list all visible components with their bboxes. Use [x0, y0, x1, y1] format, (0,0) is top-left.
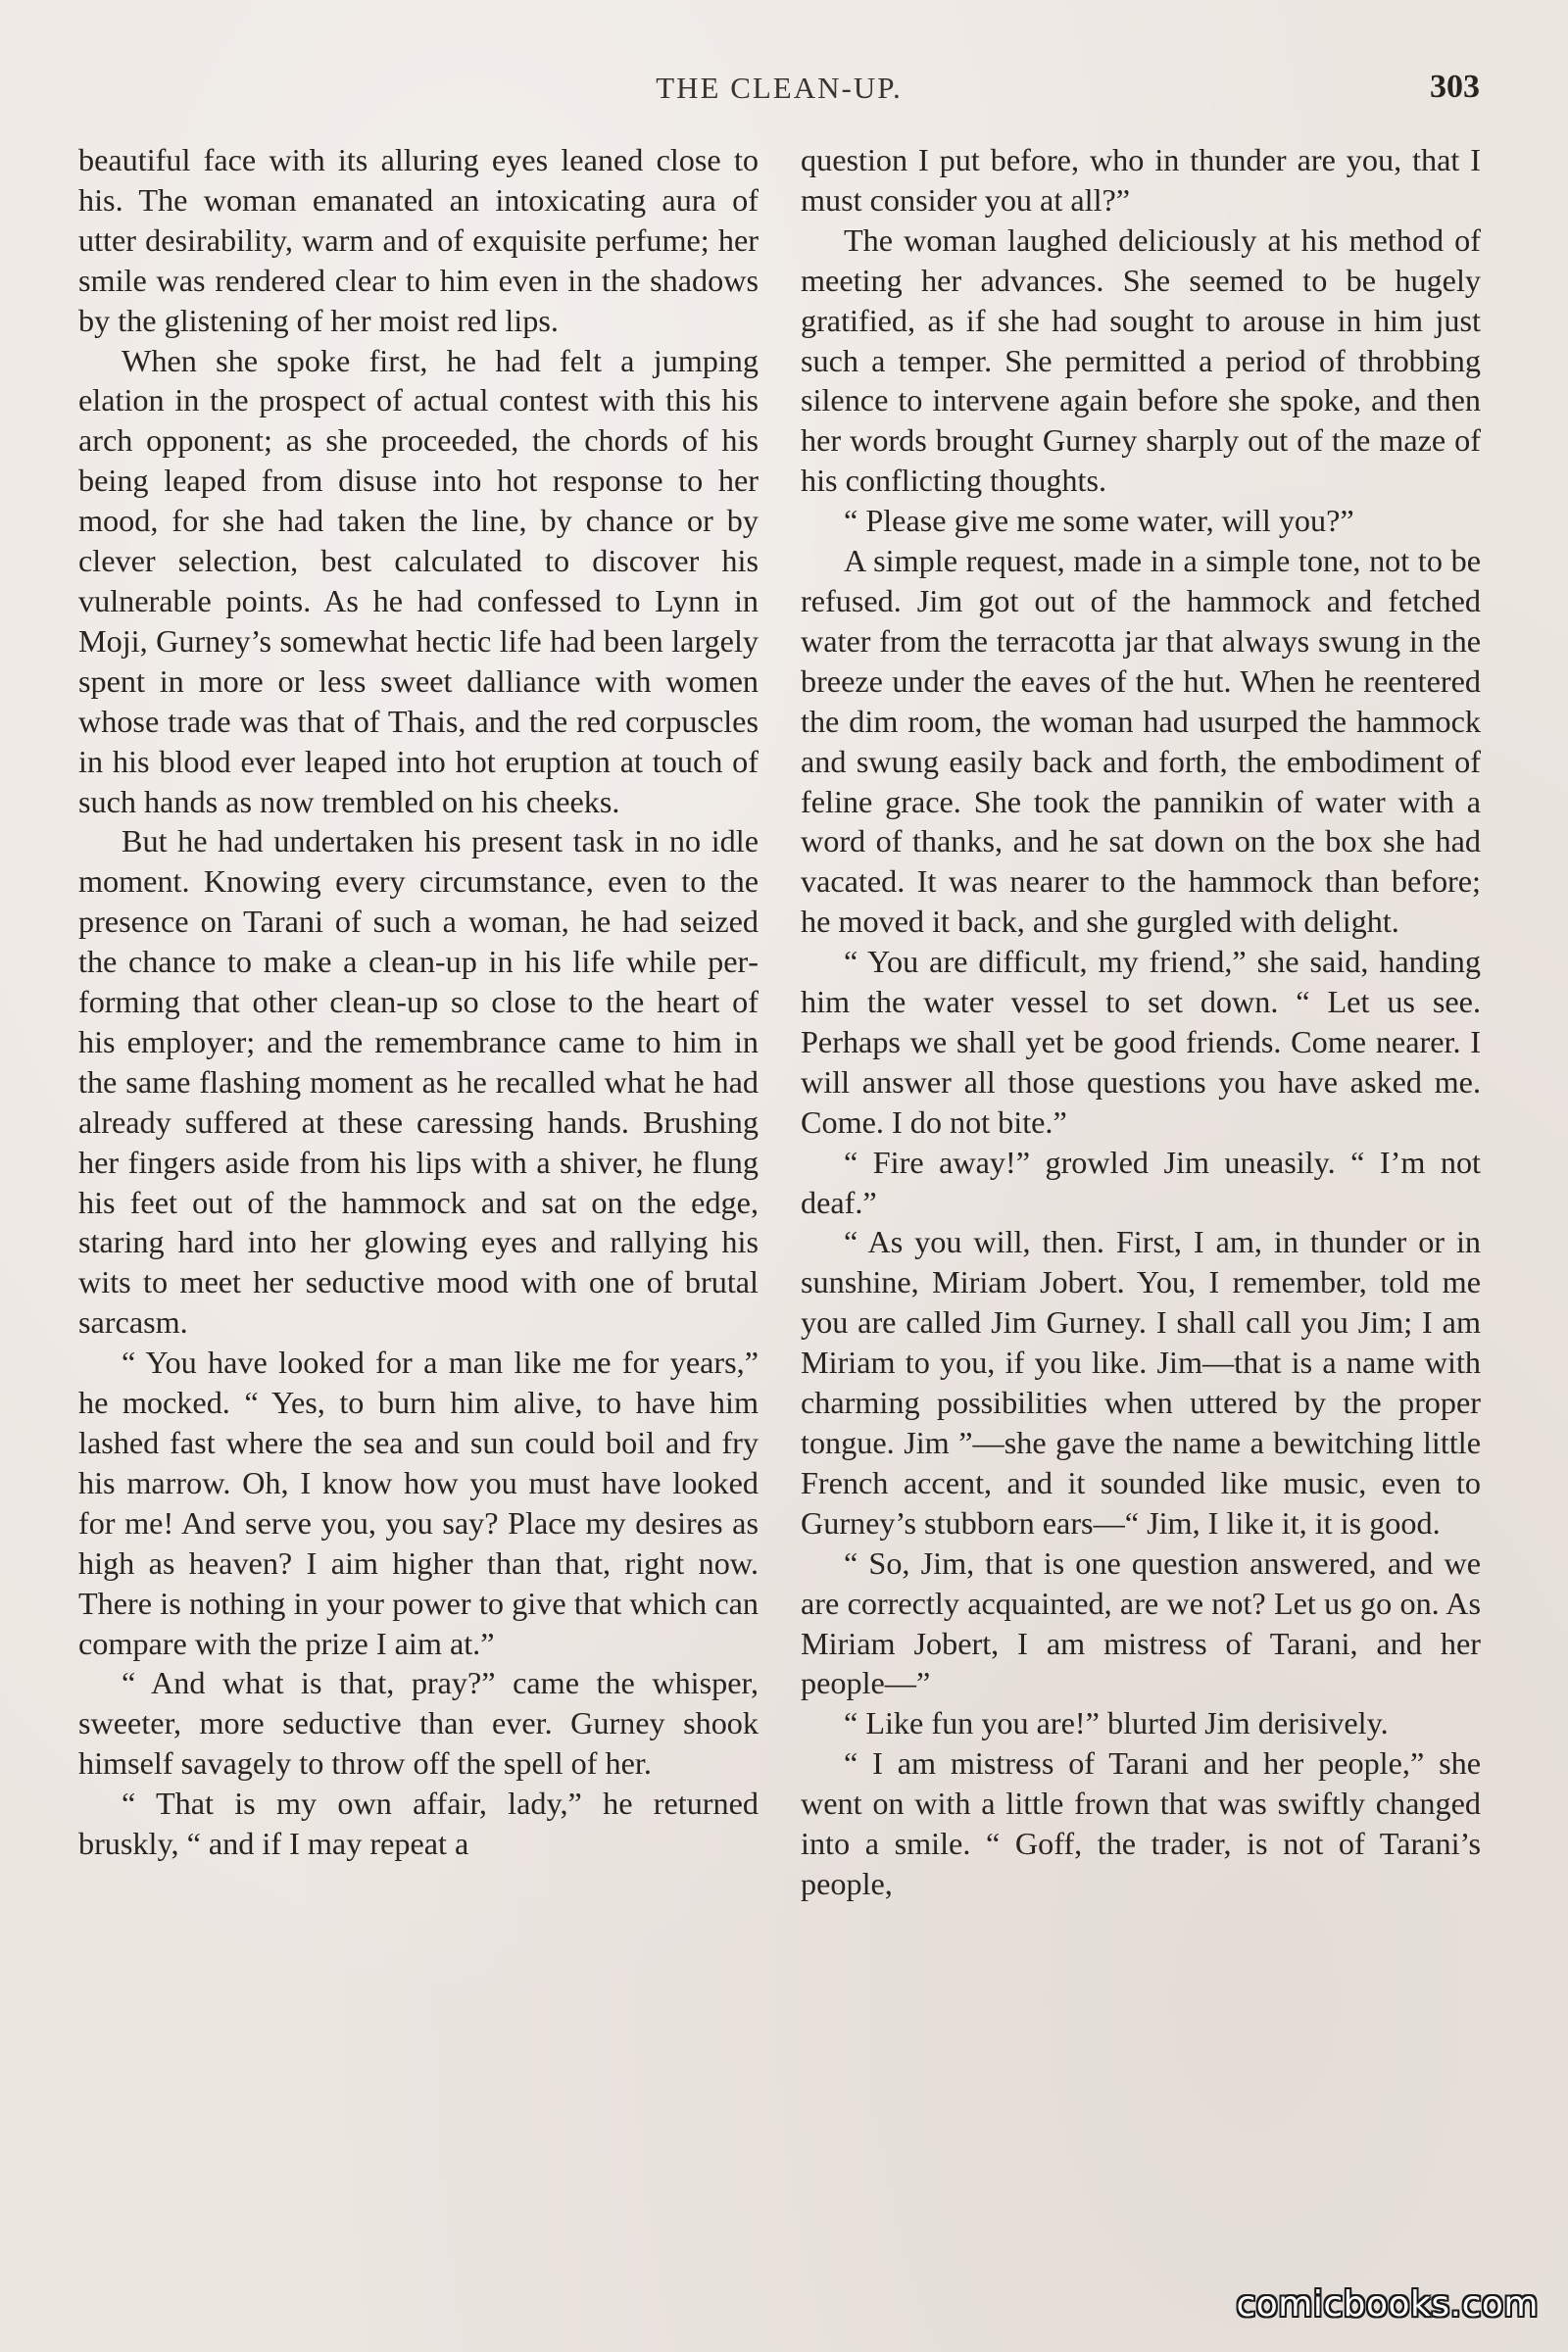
running-head — [78, 71, 1480, 110]
right-text-column — [801, 140, 1481, 1904]
paragraph: A simple request, made in a simple tone, not to be refused. Jim got out of the hammock and fetched water from the terracotta jar that always swung in the breeze under the eaves of the hut. When he reentered the dim room, the woman had usurped the hammock and swung easily back and forth, the embodiment of feline grace. She took the pannikin of water with a word of thanks, and he sat down on the box she had vacated. It was nearer to the hammock than before; he moved it back, and she gurgled with delight. — [801, 543, 1481, 940]
paragraph: beautiful face with its alluring eyes leaned close to his. The woman emanated an intoxicating aura of utter desirability, warm and of exquisite perfume; her smile was rendered clear to him even in the shadows by the glistening of her moist red lips. — [78, 142, 759, 338]
left-text-column — [78, 140, 759, 1864]
paragraph: “ Like fun you are!” blurted Jim derisively. — [844, 1705, 1389, 1741]
paragraph: When she spoke first, he had felt a jumping elation in the prospect of actual contest with this his arch opponent; as she proceeded, the chords of his being leaped from disuse into hot response to her mood, for she had taken the line, by chance or by clever selection, best calculated to discover his vulnerable points. As he had confessed to Lynn in Moji, Gurney’s somewhat hectic life had been largely spent in more or less sweet dalliance with women whose trade was that of Thais, and the red corpuscles in his blood ever leaped into hot eruption at touch of such hands as now trembled on his cheeks. — [78, 342, 759, 819]
paragraph: But he had undertaken his present task in no idle moment. Knowing every circumstance, even to the presence on Tarani of such a woman, he had seized the chance to make a clean-up in his life while performing that other clean-up so close to the heart of his employer; and the remembrance came to him in the same flashing moment as he recalled what he had already suffered at these caressing hands. Brushing her fingers aside from his lips with a shiver, he flung his feet out of the hammock and sat on the edge, staring hard into her glowing eyes and rallying his wits to meet her seductive mood with one of brutal sarcasm. — [78, 823, 759, 1341]
paragraph: “ That is my own affair, lady,” he returned bruskly, “ and if I may repeat a — [78, 1786, 759, 1862]
paragraph: question I put before, who in thunder are you, that I must consider you at all?” — [801, 142, 1481, 218]
paragraph: “ You have looked for a man like me for years,” he mocked. “ Yes, to burn him alive, to have him lashed fast where the sea and sun could boil and fry his marrow. Oh, I know how you must have looked for me! And serve you, you say? Place my desires as high as heaven? I aim higher than that, right now. There is nothing in your power to give that which can compare with the prize I aim at.” — [78, 1345, 759, 1661]
paragraph: “ And what is that, pray?” came the whisper, sweeter, more seductive than ever. Gurney shook himself savagely to throw off the spell of her. — [78, 1665, 759, 1782]
paragraph: “ I am mistress of Tarani and her people,” she went on with a little frown that was swiftly changed into a smile. “ Goff, the trader, is not of Tarani’s people, — [801, 1745, 1481, 1901]
paragraph: “ You are difficult, my friend,” she said, handing him the water vessel to set down. “ Let us see. Perhaps we shall yet be good friends. Come nearer. I will answer all those questions you have asked me. Come. I do not bite.” — [801, 944, 1481, 1140]
paragraph: “ As you will, then. First, I am, in thunder or in sunshine, Miriam Jobert. You, I remember, told me you are called Jim Gurney. I shall call you Jim; I am Miriam to you, if you like. Jim—that is a name with charming possibilities when uttered by the proper tongue. Jim ”—she gave the name a bewitching little French accent, and it sounded like music, even to Gurney’s stubborn ears—“ Jim, I like it, it is good. — [801, 1224, 1481, 1541]
page-number: 303 — [1430, 69, 1480, 105]
running-head-title: THE CLEAN-UP. — [656, 71, 903, 105]
watermark-logo: comicbooks.com — [1236, 2284, 1539, 2325]
paragraph: The woman laughed deliciously at his method of meeting her advances. She seemed to be hugely gratified, as if she had sought to arouse in him just such a temper. She permitted a period of throbbing silence to intervene again before she spoke, and then her words brought Gurney sharply out of the maze of his conflicting thoughts. — [801, 221, 1481, 499]
paragraph: “ So, Jim, that is one question answered, and we are correctly acquainted, are we not? Let us go on. As Miriam Jobert, I am mistress of Tarani, and her people—” — [801, 1544, 1481, 1701]
paragraph: “ Please give me some water, will you?” — [844, 503, 1354, 539]
paragraph: “ Fire away!” growled Jim uneasily. “ I’m not deaf.” — [801, 1144, 1481, 1220]
